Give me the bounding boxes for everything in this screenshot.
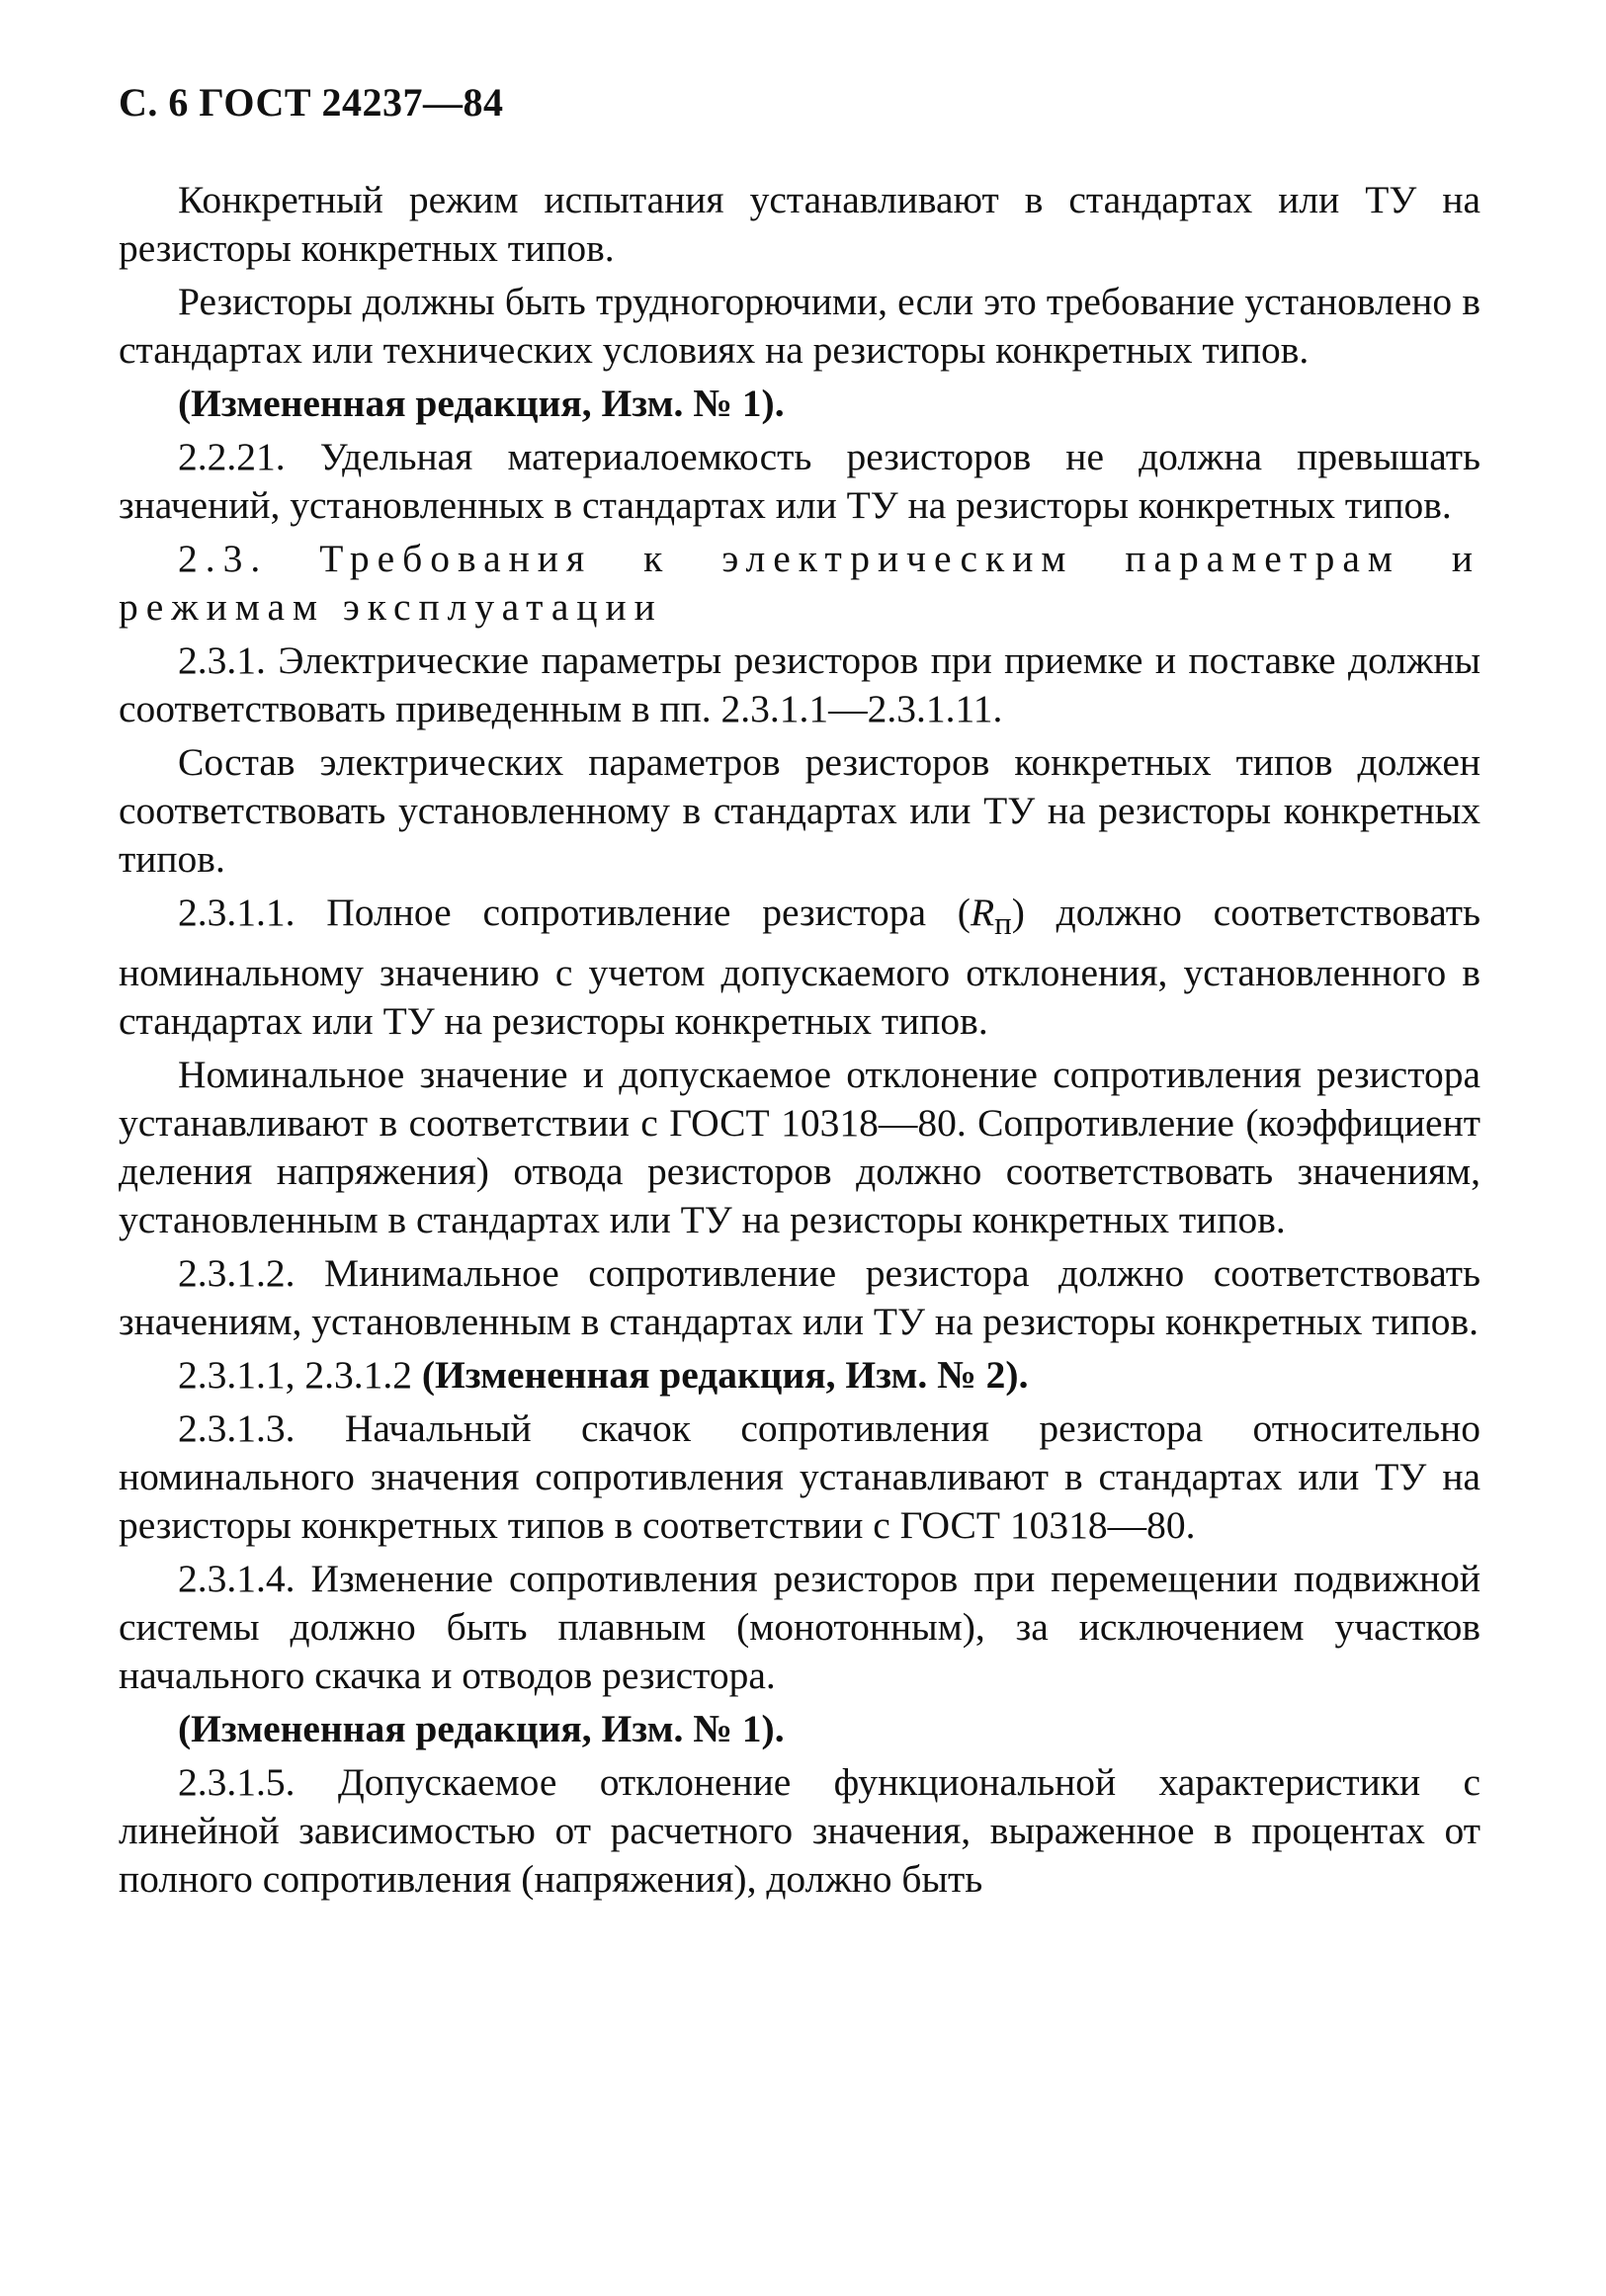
amendment-label: (Измененная редакция, Изм. № 2). [421,1352,1029,1397]
amendment-note-1: (Измененная редакция, Изм. № 1). [178,382,785,425]
paragraph-2-3-1-5: 2.3.1.5. Допускаемое отклонение функциональной характеристики с линейной зависимостью от расчетного значения, выраженное в процентах от полного сопротивления (напряжения), должно быть [119,1759,1480,1901]
amendment-note-2 [119,1351,1480,1400]
page-header: С. 6 ГОСТ 24237—84 [119,80,504,125]
text-segment: ) должно соответствовать номинальному значению с учетом допускаемого отклонения, установленного в стандартах или ТУ на резисторы конкретных типов. [119,891,1480,1043]
section-heading-2-3: 2.3. Требования к электрическим параметрам и режимам эксплуатации [119,537,1480,629]
paragraph-2-3-1-2: 2.3.1.2. Минимальное сопротивление резистора должно соответствовать значениям, установленным в стандартах или ТУ на резисторы конкретных типов. [119,1250,1480,1343]
text-segment: 2.3.1.1. Полное сопротивление резистора ( [178,891,971,934]
paragraph-2-3-1: 2.3.1. Электрические параметры резисторов при приемке и поставке должны соответствовать приведенным в пп. 2.3.1.1—2.3.1.11. [119,638,1480,730]
amendment-note-3: (Измененная редакция, Изм. № 1). [178,1706,785,1750]
paragraph-2-2-21: 2.2.21. Удельная материалоемкость резисторов не должна превышать значений, установленных в стандартах или ТУ на резисторы конкретных типов. [119,435,1480,527]
paragraph-nominal-value: Номинальное значение и допускаемое отклонение сопротивления резистора устанавливают в соответствии с ГОСТ 10318—80. Сопротивление (коэффициент деления напряжения) отвода резисторов должно соответствовать значениям, установленным в стандартах или ТУ на резисторы конкретных типов. [119,1052,1480,1241]
formula-symbol: R [970,891,995,934]
paragraph-2-3-1-3: 2.3.1.3. Начальный скачок сопротивления резистора относительно номинального значения сопротивления устанавливают в стандартах или ТУ на резисторы конкретных типов в соответствии с ГОСТ 10318—80. [119,1405,1480,1547]
paragraph-flammability: Резисторы должны быть трудногорючими, если это требование установлено в стандартах или технических условиях на резисторы конкретных типов. [119,280,1480,372]
clause-reference: 2.3.1.1, 2.3.1.2 [178,1352,412,1397]
paragraph-2-3-1-4: 2.3.1.4. Изменение сопротивления резисторов при перемещении подвижной системы должно быть плавным (монотонным), за исключением участков начального скачка и отводов резистора. [119,1556,1480,1697]
paragraph-test-mode: Конкретный режим испытания устанавливают в стандартах или ТУ на резисторы конкретных типов. [119,178,1480,270]
formula-subscript: п [994,905,1012,942]
paragraph-composition: Состав электрических параметров резисторов конкретных типов должен соответствовать установленному в стандартах или ТУ на резисторы конкретных типов. [119,740,1480,881]
paragraph-2-3-1-1 [119,889,1480,1046]
document-body [119,176,1480,1909]
